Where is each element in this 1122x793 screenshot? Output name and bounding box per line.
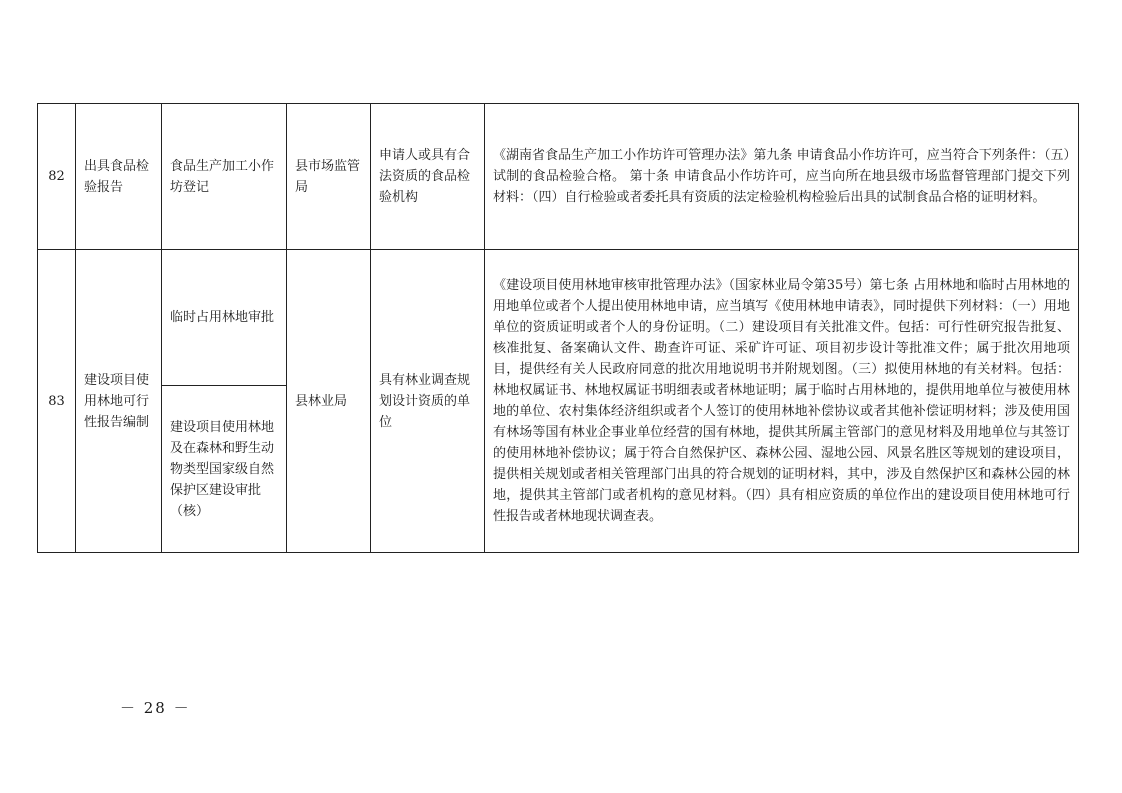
legal-basis: 《建设项目使用林地审核审批管理办法》（国家林业局令第35号）第七条 占用林地和临时占用林地的用地单位或者个人提出使用林地申请，应当填写《使用林地申请表》，同时提供下列材料：（一）用地单位的资质证明或者个人的身份证明。（二）建设项目有关批准文件。包括：可行性研究报告批复、核准批复、备案确认文件、勘查许可证、采矿许可证、项目初步设计等批准文件；属于批次用地项目，提供经有关人民政府同意的批次用地说明书并附规划图。（三）拟使用林地的有关材料。包括：林地权属证书、林地权属证书明细表或者林地证明；属于临时占用林地的，提供用地单位与被使用林地的单位、农村集体经济组织或者个人签订的使用林地补偿协议或者其他补偿证明材料；涉及使用国有林场等国有林业企事业单位经营的国有林地，提供其所属主管部门的意见材料及用地单位与其签订的使用林地补偿协议；属于符合自然保护区、森林公园、湿地公园、风景名胜区等规划的建设项目，提供相关规划或者相关管理部门出具的符合规划的证明材料，其中，涉及自然保护区和森林公园的林地，提供其主管部门或者机构的意见材料。（四）具有相应资质的单位作出的建设项目使用林地可行性报告或者林地现状调查表。	[485, 250, 1079, 553]
department: 县市场监管局	[287, 104, 371, 250]
table-row	[38, 104, 1079, 250]
row-number: 82	[38, 104, 76, 250]
legal-basis: 《湖南省食品生产加工小作坊许可管理办法》第九条 申请食品小作坊许可，应当符合下列条件：（五）试制的食品检验合格。 第十条 申请食品小作坊许可，应当向所在地县级市场监督管理部门提交下列材料：（四）自行检验或者委托具有资质的法定检验机构检验后出具的试制食品合格的证明材料。	[485, 104, 1079, 250]
service-provider: 具有林业调查规划设计资质的单位	[371, 250, 485, 553]
approval-matter: 建设项目使用林地及在森林和野生动物类型国家级自然保护区建设审批（核）	[162, 386, 287, 553]
row-number: 83	[38, 250, 76, 553]
department: 县林业局	[287, 250, 371, 553]
service-item: 建设项目使用林地可行性报告编制	[76, 250, 162, 553]
table-row	[38, 250, 1079, 386]
page-number: － 28 －	[120, 699, 191, 717]
approval-matter: 食品生产加工小作坊登记	[162, 104, 287, 250]
service-item: 出具食品检验报告	[76, 104, 162, 250]
approval-matter: 临时占用林地审批	[162, 250, 287, 386]
requirements-table	[37, 103, 1079, 553]
service-provider: 申请人或具有合法资质的食品检验机构	[371, 104, 485, 250]
